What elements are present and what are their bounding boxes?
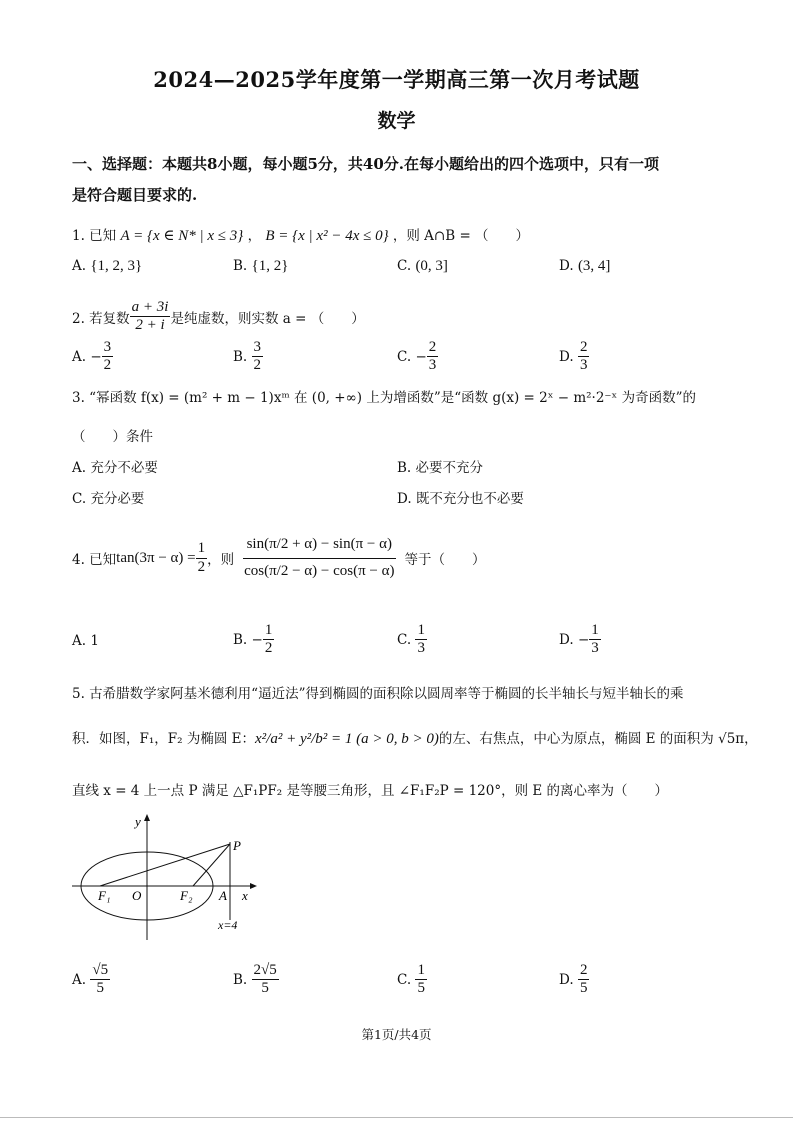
question-5-line2: 积．如图，F₁，F₂ 为椭圆 E：x²/a² + y²/b² = 1 (a > 0, b > 0)的左、右焦点，中心为原点，椭圆 E 的面积为 √5π， — [72, 731, 758, 747]
q1-prefix: 1. 已知 — [72, 228, 117, 244]
q2-prefix: 2. 若复数 — [72, 310, 130, 327]
q5-option-d[interactable]: D. $\frac{2}{5}$ — [559, 962, 588, 997]
line-label: x=4 — [218, 918, 238, 932]
y-axis-arrow — [144, 814, 150, 821]
q4-tail: 等于（ ） — [404, 552, 486, 568]
q2-option-c[interactable]: C. − $\frac{2}{3}$ — [397, 339, 437, 374]
question-4 — [72, 524, 485, 592]
q4-prefix: 4. 已知 — [72, 552, 117, 568]
x-axis-arrow — [250, 883, 257, 889]
q1-tail: ，则 A∩B = （ ） — [392, 228, 530, 244]
question-2 — [72, 299, 365, 335]
q2-option-a[interactable]: A. − $\frac{3}{2}$ — [72, 339, 112, 374]
p-label: P — [233, 838, 241, 853]
q4-option-d[interactable]: D. − $\frac{1}{3}$ — [559, 622, 599, 657]
section-heading-line2: 是符合题目要求的. — [72, 186, 198, 204]
q5-option-c[interactable]: C. $\frac{1}{5}$ — [397, 962, 425, 997]
q1-option-c[interactable]: C. (0, 3] — [397, 258, 448, 274]
ellipse-figure — [72, 812, 262, 944]
q3-blank: （ ）条件 — [72, 429, 153, 445]
q4-option-c[interactable]: C. $\frac{1}{3}$ — [397, 622, 425, 657]
q2-tail: 是纯虚数，则实数 a = （ ） — [170, 310, 365, 327]
q4-given: tan(3π − α) = — [116, 549, 196, 566]
x-label: x — [242, 888, 248, 903]
q5-option-b[interactable]: B. $\frac{2√5}{5}$ — [233, 962, 277, 997]
q2-option-d[interactable]: D. $\frac{2}{3}$ — [559, 339, 588, 374]
q4-given-fraction: $\frac{1}{2}$ — [197, 540, 206, 575]
segment-f1-p — [100, 844, 230, 886]
q2-option-b[interactable]: B. $\frac{3}{2}$ — [233, 339, 262, 374]
subject-title: 数学 — [377, 110, 416, 132]
q1-option-b[interactable]: B. {1, 2} — [233, 258, 289, 274]
q3-option-a[interactable]: A. 充分不必要 — [72, 460, 158, 476]
q4-option-b[interactable]: B. − $\frac{1}{2}$ — [233, 622, 273, 657]
q4-expression: $\frac{\sin(\pi/2 + \alpha) - \sin(\pi - \alpha)}{\cos(\pi/2 - \alpha) - \cos(\pi - \alpha)}$ — [240, 532, 398, 584]
question-5-line3: 直线 x = 4 上一点 P 满足 △F₁PF₂ 是等腰三角形，且 ∠F₁F₂P = 120°，则 E 的离心率为（ ） — [72, 783, 669, 799]
question-3: 3. “幂函数 f(x) = (m² + m − 1)xᵐ 在 (0, +∞) 上为增函数”是“函数 g(x) = 2ˣ − m²·2⁻ˣ 为奇函数”的 — [72, 390, 696, 406]
q1-option-a[interactable]: A. {1, 2, 3} — [72, 258, 143, 274]
q1-set-b: B = {x | x² − 4x ≤ 0} — [265, 228, 389, 244]
f2-label: F₂ — [180, 888, 193, 903]
question-1: 1. 已知 A = {x ∈ N* | x ≤ 3} ， B = {x | x² − 4x ≤ 0} ，则 A∩B = （ ） — [72, 228, 530, 244]
q1-option-d[interactable]: D. (3, 4] — [559, 258, 611, 274]
o-label: O — [132, 888, 142, 903]
q4-mid: ，则 — [207, 552, 235, 568]
a-label: A — [219, 888, 227, 903]
q5-ellipse-equation: x²/a² + y²/b² = 1 (a > 0, b > 0) — [255, 731, 439, 747]
page-bottom-divider — [0, 1117, 793, 1118]
q2-fraction: $\frac{a + 3i}{2 + i}$ — [131, 299, 169, 334]
q3-option-c[interactable]: C. 充分必要 — [72, 491, 145, 507]
q5-option-a[interactable]: A. $\frac{√5}{5}$ — [72, 962, 109, 997]
exam-title: 2024—2025学年度第一学期高三第一次月考试题 — [153, 67, 640, 92]
f1-label: F₁ — [98, 888, 111, 903]
section-heading-line1: 一、选择题：本题共8小题，每小题5分，共40分.在每小题给出的四个选项中，只有一项 — [72, 155, 659, 173]
q3-option-b[interactable]: B. 必要不充分 — [397, 460, 484, 476]
q3-option-d[interactable]: D. 既不充分也不必要 — [397, 491, 524, 507]
y-label: y — [135, 814, 141, 829]
q1-set-a: A = {x ∈ N* | x ≤ 3} — [120, 228, 244, 244]
page-number: 第1页/共4页 — [361, 1027, 432, 1042]
question-5-line1: 5. 古希腊数学家阿基米德利用“逼近法”得到椭圆的面积除以圆周率等于椭圆的长半轴长与短半轴长的乘 — [72, 686, 684, 702]
q4-option-a[interactable]: A. 1 — [72, 633, 99, 649]
